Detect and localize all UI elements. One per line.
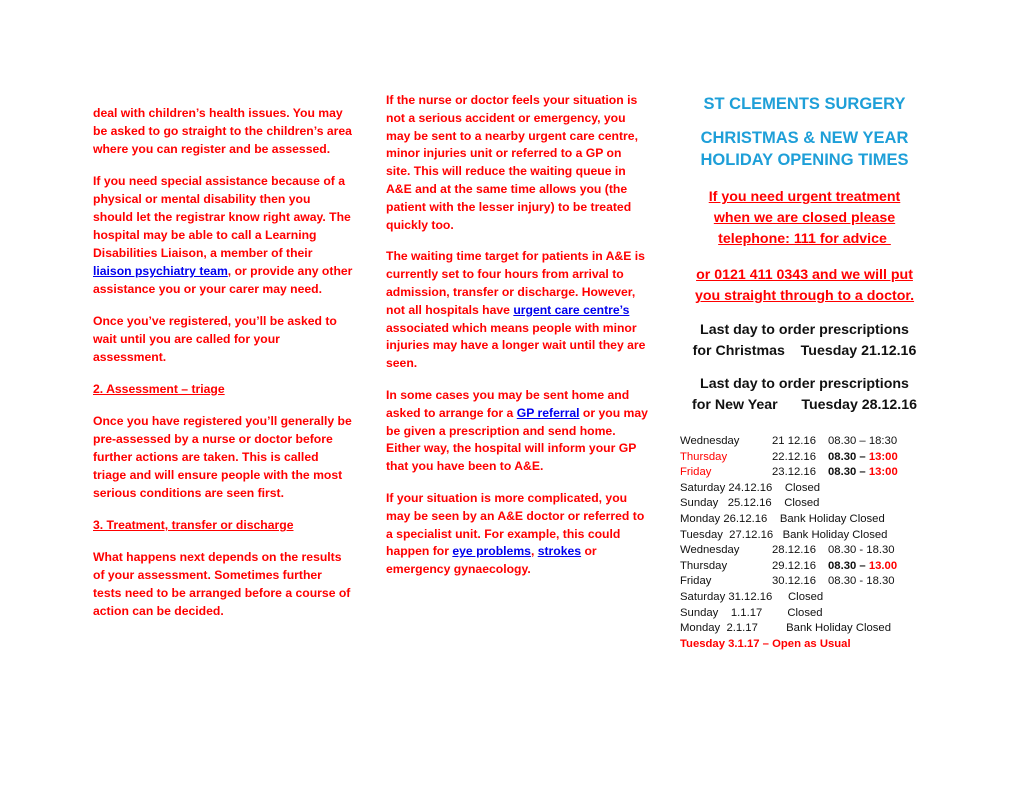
holiday-title-line2: HOLIDAY OPENING TIMES bbox=[700, 151, 909, 169]
schedule-text: Saturday 31.12.16 Closed bbox=[680, 590, 824, 603]
prescription-new-year bbox=[672, 374, 937, 416]
schedule-row bbox=[680, 450, 920, 466]
paragraph-sent-home bbox=[386, 387, 648, 476]
schedule-row bbox=[680, 465, 920, 481]
paragraph-waiting-time bbox=[386, 248, 648, 373]
schedule-row bbox=[680, 637, 920, 653]
text: If you need special assistance because of a physical or mental disability then you should let the registrar know right away. The hospital may be able to call a Learning Disabilities Liaison, a member of their bbox=[93, 174, 351, 260]
column-left bbox=[93, 104, 353, 634]
link-liaison-psychiatry-team[interactable]: liaison psychiatry team bbox=[93, 264, 228, 278]
schedule-text: Sunday 25.12.16 Closed bbox=[680, 497, 820, 510]
text: If your situation is more complicated, you may be seen by an A&E doctor or referred to a specialist unit. For example, this could happen for bbox=[386, 490, 645, 559]
time bbox=[828, 450, 898, 466]
day: Friday bbox=[680, 466, 712, 479]
time: 08.30 – 18:30 bbox=[828, 435, 898, 447]
phone-line: or 0121 411 0343 and we will put bbox=[696, 267, 913, 283]
paragraph-next-steps: What happens next depends on the results of your assessment. Sometimes further tests need to be arranged before a course of action can be decided. bbox=[93, 550, 351, 618]
schedule-text: Sunday 1.1.17 Closed bbox=[680, 606, 823, 619]
day: Thursday bbox=[680, 450, 728, 463]
paragraph-not-serious: If the nurse or doctor feels your situation is not a serious accident or emergency, you may be sent to a nearby urgent care centre, minor injuries unit or referred to a GP on site. This will reduce the waiting queue in A&E and at the same time allows you (the patient with the lesser injury) to be treated quickly too. bbox=[386, 93, 638, 232]
urgent-line: when we are closed please bbox=[713, 210, 896, 226]
heading-treatment: 3. Treatment, transfer or discharge bbox=[93, 518, 294, 532]
link-gp-referral[interactable]: GP referral bbox=[516, 405, 580, 420]
schedule-row bbox=[680, 574, 920, 590]
text: , or provide any other assistance you or your carer may need. bbox=[93, 264, 353, 296]
schedule-row bbox=[680, 434, 920, 450]
prescription-christmas bbox=[672, 320, 937, 362]
date: 29.12.16 bbox=[772, 559, 816, 572]
time bbox=[828, 559, 897, 575]
link-strokes[interactable]: strokes bbox=[537, 544, 582, 559]
schedule-row bbox=[680, 481, 920, 497]
link-eye-problems[interactable]: eye problems bbox=[452, 544, 531, 559]
paragraph-children: deal with children’s health issues. You may be asked to go straight to the children’s area where you can register and be assessed. bbox=[93, 106, 352, 156]
text: associated which means people with minor injuries may have a longer wait until they are seen. bbox=[386, 320, 646, 371]
paragraph-complicated bbox=[386, 490, 648, 579]
urgent-notice bbox=[672, 187, 937, 250]
schedule-row bbox=[680, 496, 920, 512]
column-right bbox=[672, 90, 937, 428]
time-end: 13.00 bbox=[868, 559, 898, 572]
schedule-row bbox=[680, 528, 920, 544]
text: or emergency gynaecology. bbox=[386, 544, 597, 577]
paragraph-registered: Once you’ve registered, you’ll be asked to wait until you are called for your assessment. bbox=[93, 314, 337, 364]
open-as-usual-notice: Tuesday 3.1.17 – Open as Usual bbox=[680, 637, 851, 650]
text: In some cases you may be sent home and asked to arrange for a bbox=[386, 387, 630, 420]
time-end: 13:00 bbox=[868, 450, 898, 463]
day: Wednesday bbox=[680, 544, 740, 557]
urgent-line: telephone: 111 for advice bbox=[718, 231, 891, 247]
prescription-line: Last day to order prescriptions bbox=[700, 376, 909, 392]
text: , bbox=[530, 544, 538, 559]
time-start: 08.30 – bbox=[828, 466, 869, 479]
heading-assessment-triage: 2. Assessment – triage bbox=[93, 382, 225, 396]
prescription-line: for New Year Tuesday 28.12.16 bbox=[691, 397, 918, 413]
schedule-text: Monday 2.1.17 Bank Holiday Closed bbox=[680, 622, 891, 635]
schedule-row bbox=[680, 590, 920, 606]
column-middle bbox=[386, 92, 648, 593]
date: 21 12.16 bbox=[772, 435, 816, 447]
text: The waiting time target for patients in A&E is currently set to four hours from arrival to admission, transfer or discharge. However, not all hospitals have bbox=[386, 249, 645, 317]
time: 08.30 - 18.30 bbox=[828, 544, 895, 557]
doctor-phone-notice bbox=[672, 265, 937, 307]
time-end: 13:00 bbox=[868, 466, 898, 479]
time-start: 08.30 – bbox=[828, 559, 869, 572]
day: Thursday bbox=[680, 559, 728, 572]
text: or you may be given a prescription and send home. Either way, the hospital will inform your GP that you have been to A&E. bbox=[386, 405, 648, 474]
prescription-line: for Christmas Tuesday 21.12.16 bbox=[692, 343, 917, 359]
date: 22.12.16 bbox=[772, 450, 816, 463]
schedule-row bbox=[680, 606, 920, 622]
schedule-row bbox=[680, 512, 920, 528]
day: Friday bbox=[680, 575, 712, 588]
time-start: 08.30 – bbox=[828, 450, 869, 463]
date: 23.12.16 bbox=[772, 466, 816, 479]
schedule-text: Monday 26.12.16 Bank Holiday Closed bbox=[680, 512, 885, 525]
paragraph-triage: Once you have registered you’ll generally be pre-assessed by a nurse or doctor before further actions are taken. This is called triage and will ensure people with the most serious conditions are seen first. bbox=[93, 414, 352, 500]
date: 28.12.16 bbox=[772, 544, 816, 557]
schedule-text: Tuesday 27.12.16 Bank Holiday Closed bbox=[680, 528, 888, 541]
link-urgent-care-centres[interactable]: urgent care centre’s bbox=[513, 302, 630, 317]
schedule-text: Saturday 24.12.16 Closed bbox=[680, 481, 821, 494]
urgent-line: If you need urgent treatment bbox=[708, 189, 901, 205]
schedule-row bbox=[680, 543, 920, 559]
prescription-line: Last day to order prescriptions bbox=[700, 322, 909, 338]
paragraph-special-assistance bbox=[93, 172, 353, 298]
schedule-row bbox=[680, 559, 920, 575]
time bbox=[828, 465, 898, 481]
date: 30.12.16 bbox=[772, 575, 816, 588]
surgery-title: ST CLEMENTS SURGERY bbox=[703, 95, 906, 113]
day: Wednesday bbox=[680, 435, 740, 447]
schedule-row bbox=[680, 621, 920, 637]
phone-line: you straight through to a doctor. bbox=[694, 288, 915, 304]
holiday-title-line1: CHRISTMAS & NEW YEAR bbox=[700, 129, 909, 147]
opening-times-schedule bbox=[680, 434, 920, 652]
time: 08.30 - 18.30 bbox=[828, 575, 895, 588]
